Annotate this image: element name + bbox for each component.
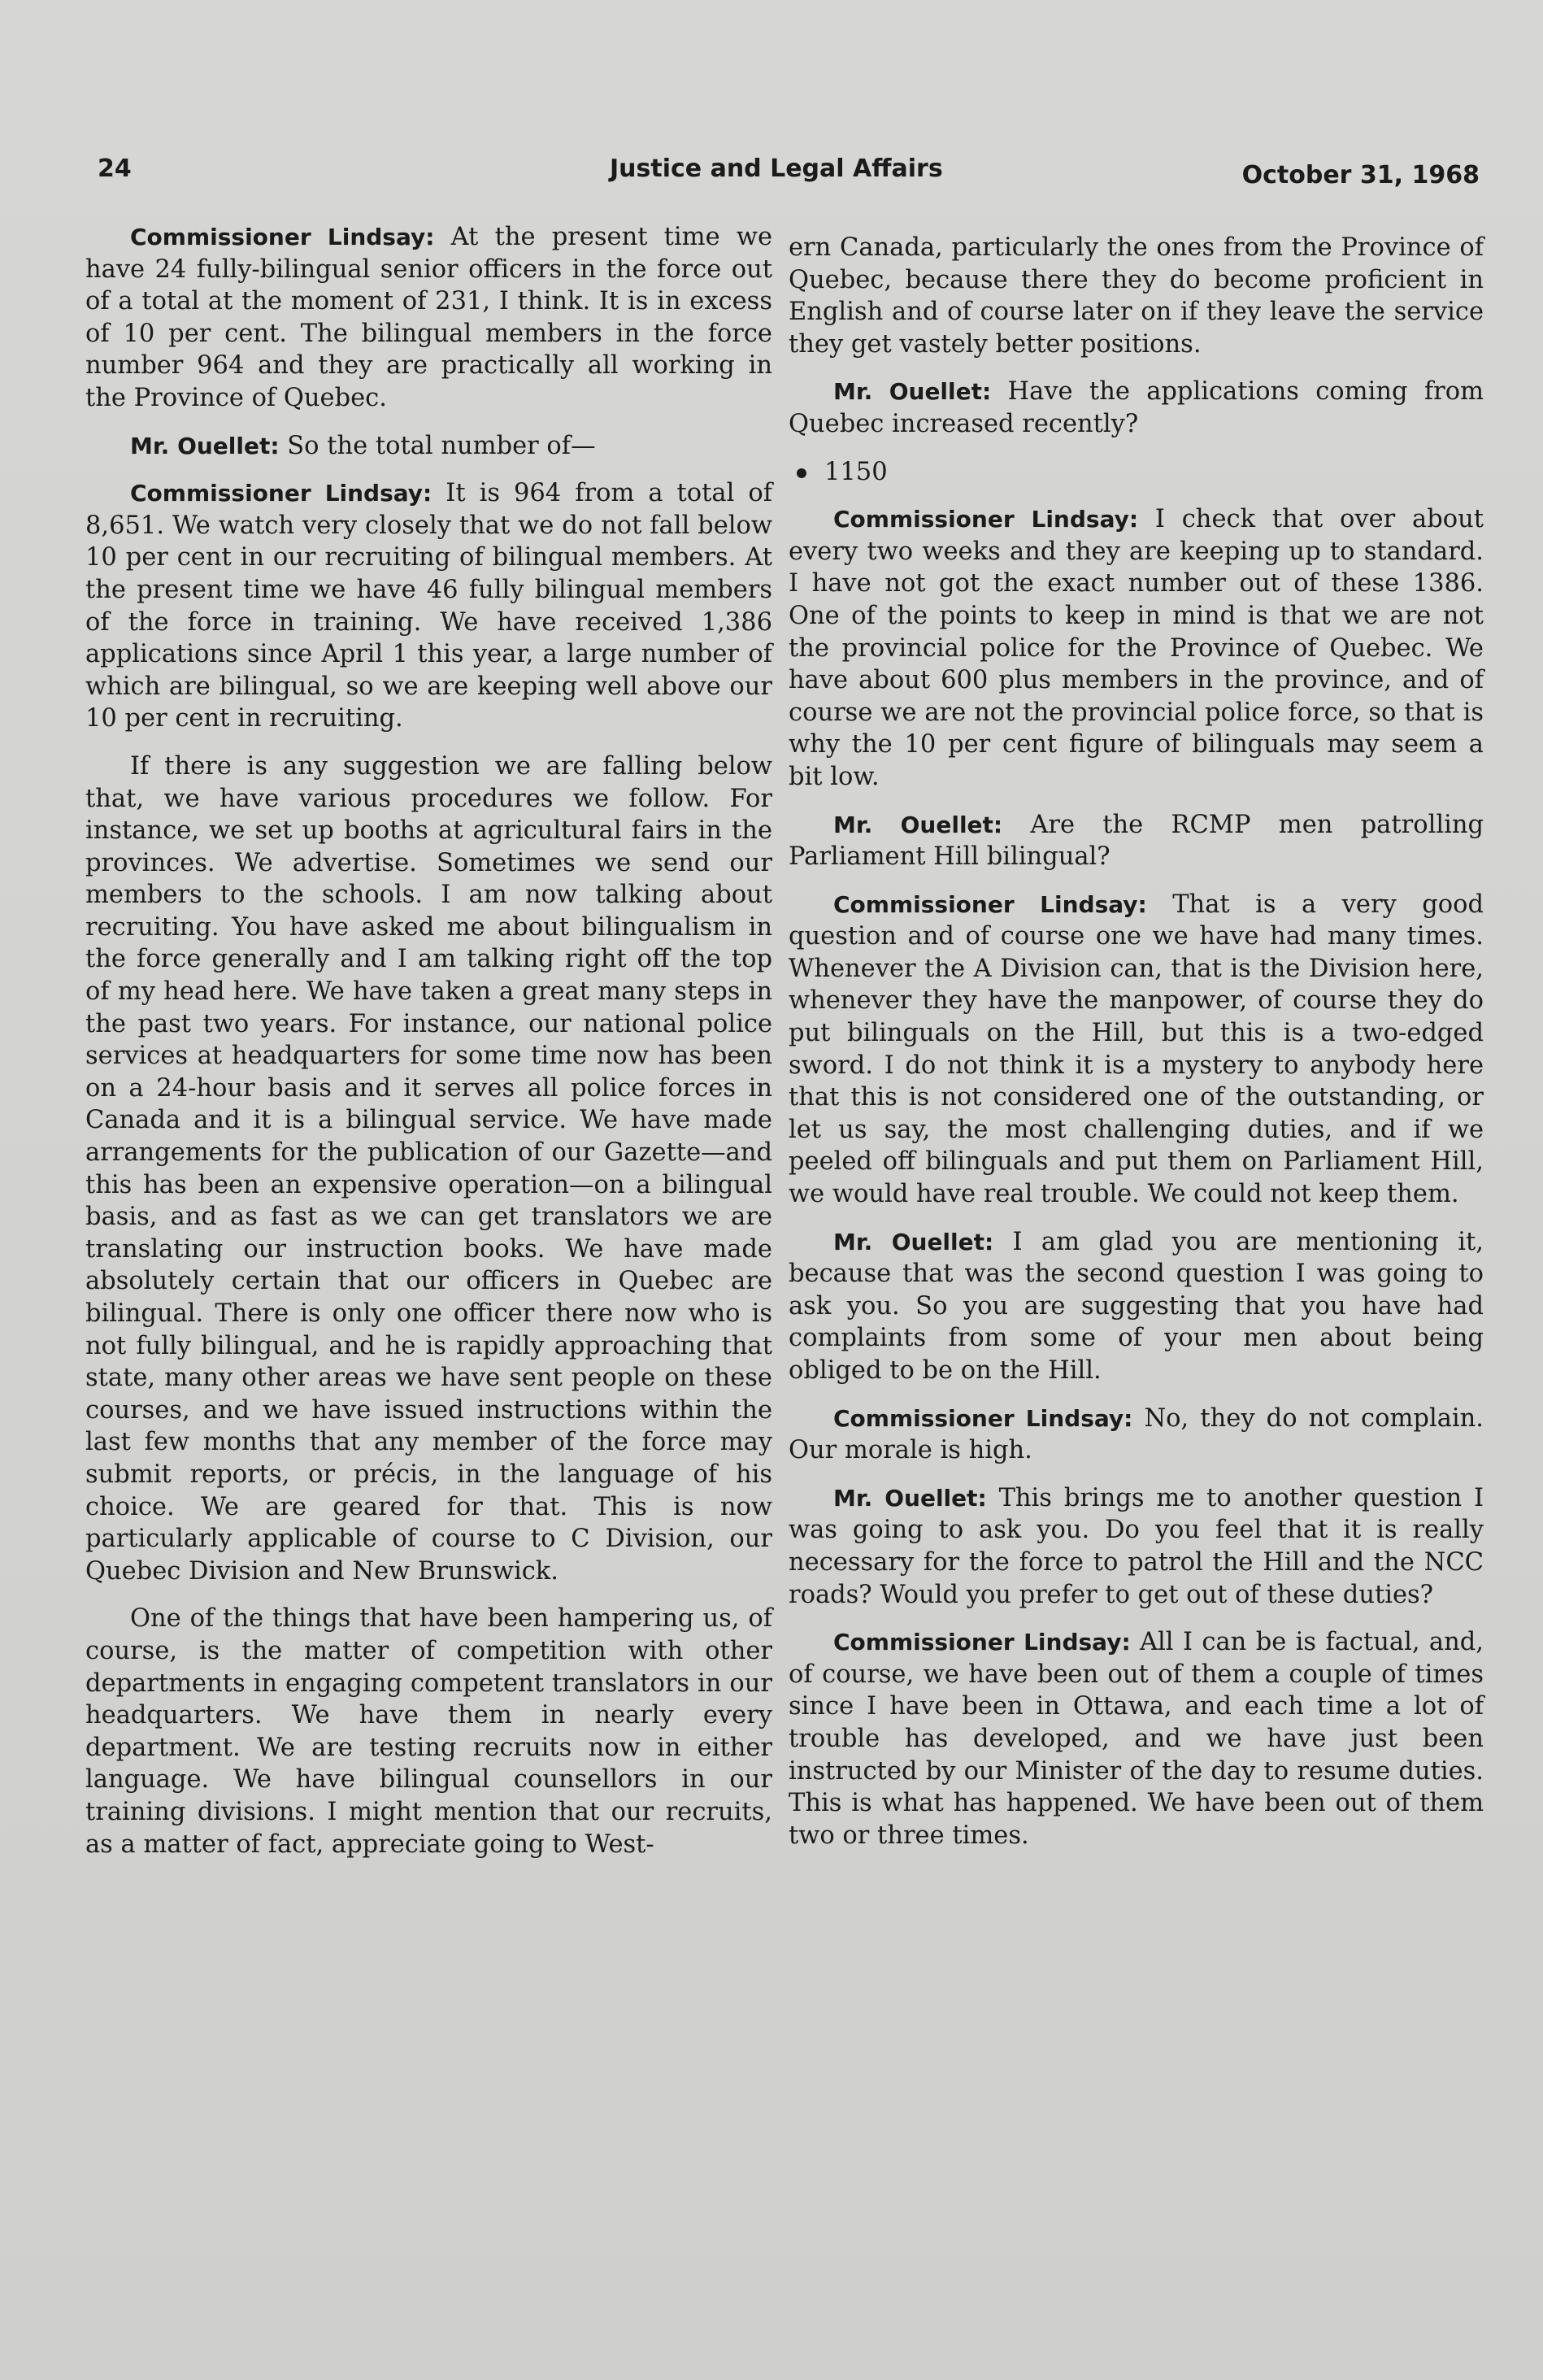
header-date: October 31, 1968 [1241,161,1480,189]
speaker-name: Mr. Ouellet: [833,811,1003,838]
running-title: Justice and Legal Affairs [610,154,943,183]
paragraph [789,1226,1484,1387]
paragraph-text: I check that over about every two weeks and they are keeping up to standard. I have not got the exact number out of these 1386. One of the points to keep in mind is that we are not the provincial police for the Province of Quebec. We have about 600 plus members in the province, and of course we are not the provincial police force, so that is why the 10 per cent figure of bilinguals may seem a bit low. [789,505,1484,791]
paragraph [789,1626,1484,1851]
speaker-name: Commissioner Lindsay: [130,224,435,250]
paragraph-text: Have the applications coming from Quebec increased recently? [789,377,1484,438]
left-column [85,221,772,1876]
speaker-name: Mr. Ouellet: [833,1228,994,1255]
paragraph [789,376,1484,440]
paragraph-text: So the total number of— [279,431,596,460]
page-header [98,154,1480,195]
speaker-name: Mr. Ouellet: [833,1484,987,1512]
time-marker [789,456,1484,489]
speaker-name: Commissioner Lindsay: [130,480,432,507]
paragraph [85,1603,772,1860]
paragraph-text: That is a very good question and of course one we have had many times. Whenever the A Division can, that is the Division here, whenever they have the manpower, of course they do put bilinguals on the Hill, but this is a two-edged sword. I do not think it is a mystery to anybody here that this is not considered one of the outstanding, or let us say, the most challenging duties, and if we peeled off bilinguals and put them on Parliament Hill, we would have real trouble. We could not keep them. [789,890,1484,1209]
speaker-name: Commissioner Lindsay: [833,1404,1133,1432]
paragraph-text: At the present time we have 24 fully-bilingual senior officers in the force out of a total at the moment of 231, I think. It is in excess of 10 per cent. The bilingual members in the force number 964 and they are practically all working in the Province of Quebec. [85,223,772,412]
paragraph-text: This brings me to another question I was going to ask you. Do you feel that it is really necessary for the force to patrol the Hill and the NCC roads? Would you prefer to get out of these duties? [789,1483,1484,1609]
time-marker-text: 1150 [824,457,888,486]
paragraph [85,477,772,735]
paragraph-text: I am glad you are mentioning it, because that was the second question I was going to ask you. So you are suggesting that you have had complaints from some of your men about being obliged to be on the Hill. [789,1227,1484,1385]
paragraph [789,1482,1484,1611]
paragraph-text: No, they do not complain. Our morale is high. [789,1403,1484,1465]
paragraph [85,430,772,463]
page-number: 24 [98,154,132,183]
speaker-name: Mr. Ouellet: [130,432,280,459]
paragraph [789,809,1484,873]
continued-paragraph: ern Canada, particularly the ones from the Province of Quebec, because there they do become proficient in English and of course later on if they leave the service they get vastely better positions. [789,233,1484,359]
right-column [789,232,1484,1867]
paragraph [85,221,772,415]
paragraph [789,889,1484,1211]
paragraph-text: It is 964 from a total of 8,651. We watch very closely that we do not fall below 10 per cent in our recruiting of bilingual members. At the present time we have 46 fully bilingual members of the force in training. We have received 1,386 applications since April 1 this year, a large number of which are bilingual, so we are keeping well above our 10 per cent in recruiting. [85,479,773,733]
paragraph-text: All I can be is factual, and, of course, we have been out of them a couple of times since I have been in Ottawa, and each time a lot of trouble has developed, and we have just been instructed by our Minister of the day to resume duties. This is what has happened. We have been out of them two or three times. [789,1628,1484,1850]
bullet-dot-icon [797,468,806,478]
paragraph-text: One of the things that have been hampering us, of course, is the matter of competition with other departments in engaging competent translators in our headquarters. We have them in nearly every department. We are testing recruits now in either language. We have bilingual counsellors in our training divisions. I might mention that our recruits, as a matter of fact, appreciate going to West- [85,1604,772,1859]
speaker-name: Mr. Ouellet: [833,378,992,406]
speaker-name: Commissioner Lindsay: [833,890,1147,918]
speaker-name: Commissioner Lindsay: [833,1629,1131,1656]
paragraph [789,1403,1484,1467]
paragraph [85,751,772,1587]
paragraph-text: Are the RCMP men patrolling Parliament Hill bilingual? [789,810,1484,872]
paragraph [789,503,1484,793]
speaker-name: Commissioner Lindsay: [833,506,1139,533]
paragraph-text: If there is any suggestion we are falling below that, we have various procedures we follow. For instance, we set up booths at agricultural fairs in the provinces. We advertise. Sometimes we send our members to the schools. I am now talking about recruiting. You have asked me about bilingualism in the force generally and I am talking right off the top of my head here. We have taken a great many steps in the past two years. For instance, our national police services at headquarters for some time now has been on a 24-hour basis and it serves all police forces in Canada and it is a bilingual service. We have made arrangements for the publication of our Gazette—and this has been an expensive operation—on a bilingual basis, and as fast as we can get translators we are translating our instruction books. We have made absolutely certain that our officers in Quebec are bilingual. There is only one officer there now who is not fully bilingual, and he is rapidly approaching that state, many other areas we have sent people on these courses, and we have issued instructions within the last few months that any member of the force may submit reports, or précis, in the language of his choice. We are geared for that. This is now particularly applicable of course to C Division, our Quebec Division and New Brunswick. [85,751,772,1586]
